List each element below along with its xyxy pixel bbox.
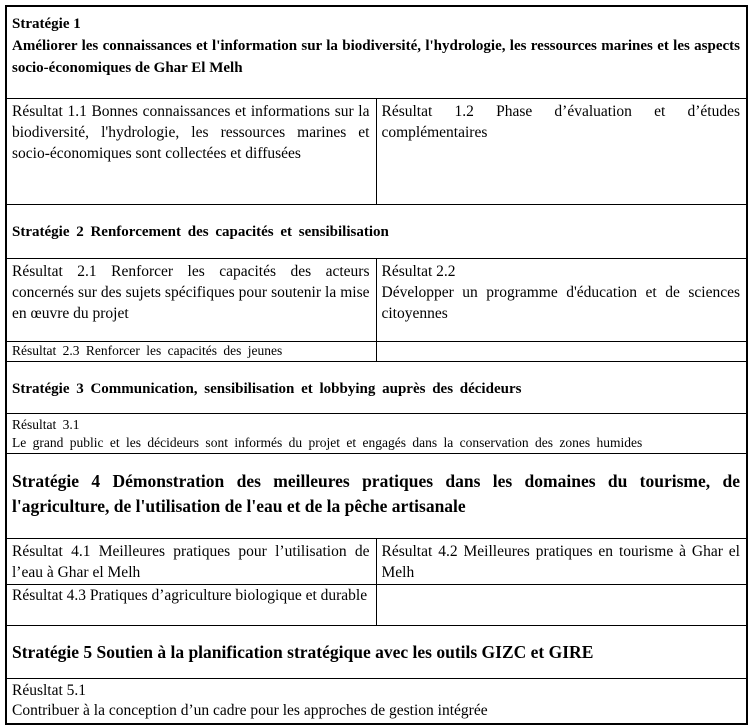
row-resultat-3-1 bbox=[7, 414, 746, 454]
resultat-3-1-title: Résultat 3.1 bbox=[12, 417, 80, 432]
resultat-1-1-cell: Résultat 1.1 Bonnes connaissances et informations sur la biodiversité, l'hydrologie, les ressources marines et socio-économiques sont collectées et diffusées bbox=[7, 99, 377, 204]
resultat-5-1-title: Réusltat 5.1 bbox=[12, 682, 87, 699]
resultat-3-1-text: Le grand public et les décideurs sont informés du projet et engagés dans la conservation des zones humides bbox=[12, 435, 643, 450]
resultat-5-1-text: Contribuer à la conception d’un cadre pour les approches de gestion intégrée bbox=[12, 702, 488, 719]
resultat-2-2-cell bbox=[377, 259, 747, 341]
row-resultat-5-1 bbox=[7, 679, 746, 723]
row-resultat-4-3 bbox=[7, 585, 746, 626]
row-strategie-1 bbox=[7, 7, 746, 99]
resultat-3-1-cell bbox=[7, 414, 746, 453]
row-resultats-2 bbox=[7, 259, 746, 342]
row-strategie-4 bbox=[7, 454, 746, 539]
resultat-4-1-cell: Résultat 4.1 Meilleures pratiques pour l’utilisation de l’eau à Ghar el Melh bbox=[7, 539, 377, 584]
strategie-1-text: Améliorer les connaissances et l'information sur la biodiversité, l'hydrologie, les ressources marines et les aspects socio-économiques de Ghar El Melh bbox=[12, 38, 740, 76]
resultat-2-1-cell: Résultat 2.1 Renforcer les capacités des acteurs concernés sur des sujets spécifiques pour soutenir la mise en œuvre du projet bbox=[7, 259, 377, 341]
strategie-2-cell: Stratégie 2 Renforcement des capacités et sensibilisation bbox=[12, 224, 389, 240]
resultat-1-2-cell: Résultat 1.2 Phase d’évaluation et d’études complémentaires bbox=[381, 103, 740, 141]
row-resultat-2-3 bbox=[7, 342, 746, 362]
strategie-4-cell: Stratégie 4 Démonstration des meilleures pratiques dans les domaines du tourisme, de l'agriculture, de l'utilisation de l'eau et de la pêche artisanale bbox=[12, 471, 740, 516]
empty-cell bbox=[377, 585, 747, 625]
strategie-1-title: Stratégie 1 bbox=[12, 16, 81, 32]
row-strategie-5 bbox=[7, 626, 746, 679]
row-strategie-2 bbox=[7, 205, 746, 259]
strategie-3-cell: Stratégie 3 Communication, sensibilisation et lobbying auprès des décideurs bbox=[12, 381, 522, 397]
resultat-2-2-text: Développer un programme d'éducation et de sciences citoyennes bbox=[381, 284, 740, 322]
resultat-2-2-title: Résultat 2.2 bbox=[381, 263, 456, 280]
resultat-4-3-cell: Résultat 4.3 Pratiques d’agriculture biologique et durable bbox=[7, 585, 377, 625]
strategie-1-cell bbox=[7, 7, 746, 98]
resultat-5-1-cell bbox=[7, 679, 746, 723]
resultat-4-2-cell: Résultat 4.2 Meilleures pratiques en tourisme à Ghar el Melh bbox=[381, 543, 740, 581]
strategie-5-cell: Stratégie 5 Soutien à la planification stratégique avec les outils GIZC et GIRE bbox=[12, 642, 594, 662]
resultat-2-3-cell: Résultat 2.3 Renforcer les capacités des jeunes bbox=[7, 342, 377, 361]
row-strategie-3 bbox=[7, 362, 746, 414]
row-resultats-1 bbox=[7, 99, 746, 205]
row-resultats-4 bbox=[7, 539, 746, 585]
strategies-results-table bbox=[5, 5, 748, 725]
empty-cell bbox=[377, 342, 747, 361]
